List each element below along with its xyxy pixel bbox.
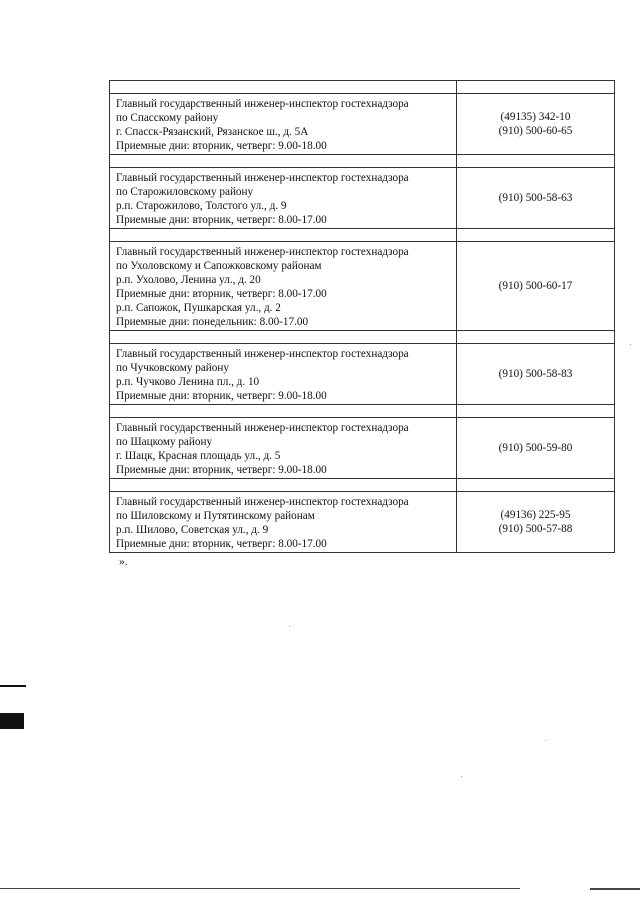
spacer-row — [110, 155, 615, 168]
description-line: Приемные дни: вторник, четверг: 9.00-18.00 — [116, 390, 327, 402]
inspector-phone-cell — [457, 492, 615, 553]
inspector-phone-cell — [457, 418, 615, 479]
closing-quote: ». — [119, 556, 128, 568]
description-line: Приемные дни: понедельник: 8.00-17.00 — [116, 316, 309, 328]
description-line: по Чучковскому району — [116, 362, 229, 374]
spacer-cell — [457, 479, 615, 492]
inspector-row — [110, 94, 615, 155]
spacer-row — [110, 229, 615, 242]
phone-number: (910) 500-59-80 — [498, 442, 573, 454]
scan-speck — [545, 740, 546, 741]
description-line: по Ухоловскому и Сапожковскому районам — [116, 260, 322, 272]
spacer-cell — [110, 405, 457, 418]
description-line: по Спасскому району — [116, 112, 219, 124]
inspector-row — [110, 344, 615, 405]
inspector-description-cell — [110, 94, 457, 155]
description-line: Приемные дни: вторник, четверг: 9.00-18.00 — [116, 464, 327, 476]
inspector-description-cell — [110, 242, 457, 331]
description-line: Главный государственный инженер-инспектор гостехнадзора — [116, 496, 409, 508]
description-line: Приемные дни: вторник, четверг: 8.00-17.00 — [116, 288, 327, 300]
spacer-cell — [110, 155, 457, 168]
description-line: г. Спасск-Рязанский, Рязанское ш., д. 5А — [116, 126, 309, 138]
inspector-phone-cell — [457, 94, 615, 155]
scan-speck — [630, 344, 631, 345]
description-line: Главный государственный инженер-инспектор гостехнадзора — [116, 246, 409, 258]
description-line: по Шацкому району — [116, 436, 213, 448]
description-line: г. Шацк, Красная площадь ул., д. 5 — [116, 450, 281, 462]
inspector-phone-cell — [457, 344, 615, 405]
inspector-description-cell — [110, 492, 457, 553]
inspector-row — [110, 168, 615, 229]
description-line: Главный государственный инженер-инспектор гостехнадзора — [116, 422, 409, 434]
description-line: Приемные дни: вторник, четверг: 8.00-17.00 — [116, 214, 327, 226]
phone-number: (910) 500-60-65 — [498, 125, 573, 137]
phone-number: (910) 500-57-88 — [498, 523, 573, 535]
inspector-description-cell — [110, 168, 457, 229]
spacer-row — [110, 331, 615, 344]
phone-number: (910) 500-58-83 — [498, 368, 573, 380]
scan-mark-dash — [0, 685, 26, 687]
inspector-phone-cell — [457, 242, 615, 331]
spacer-cell — [457, 405, 615, 418]
bottom-edge-line — [0, 888, 520, 889]
phone-number: (49136) 225-95 — [500, 509, 571, 521]
scan-speck — [461, 776, 462, 777]
description-line: Главный государственный инженер-инспектор гостехнадзора — [116, 172, 409, 184]
spacer-cell — [457, 229, 615, 242]
inspectors-table-body — [110, 81, 615, 553]
inspector-description-cell — [110, 344, 457, 405]
phone-number: (910) 500-60-17 — [498, 280, 573, 292]
inspector-description-cell — [110, 418, 457, 479]
inspector-row — [110, 418, 615, 479]
spacer-cell — [457, 331, 615, 344]
spacer-cell — [110, 81, 457, 94]
description-line: р.п. Ухолово, Ленина ул., д. 20 — [116, 274, 261, 286]
bottom-edge-line-right — [590, 888, 640, 890]
description-line: р.п. Шилово, Советская ул., д. 9 — [116, 524, 269, 536]
description-line: по Шиловскому и Путятинскому районам — [116, 510, 315, 522]
phone-number: (49135) 342-10 — [500, 111, 571, 123]
inspector-row — [110, 242, 615, 331]
spacer-cell — [457, 155, 615, 168]
description-line: Приемные дни: вторник, четверг: 8.00-17.00 — [116, 538, 327, 550]
description-line: р.п. Чучково Ленина пл., д. 10 — [116, 376, 260, 388]
spacer-row — [110, 479, 615, 492]
phone-number: (910) 500-58-63 — [498, 192, 573, 204]
spacer-row — [110, 405, 615, 418]
spacer-cell — [457, 81, 615, 94]
scan-mark-block — [0, 713, 24, 729]
scan-speck — [289, 626, 290, 627]
inspector-row — [110, 492, 615, 553]
description-line: Приемные дни: вторник, четверг: 9.00-18.00 — [116, 140, 327, 152]
description-line: р.п. Старожилово, Толстого ул., д. 9 — [116, 200, 287, 212]
spacer-cell — [110, 331, 457, 344]
inspector-phone-cell — [457, 168, 615, 229]
description-line: р.п. Сапожок, Пушкарская ул., д. 2 — [116, 302, 281, 314]
spacer-cell — [110, 229, 457, 242]
description-line: Главный государственный инженер-инспектор гостехнадзора — [116, 98, 409, 110]
description-line: по Старожиловскому району — [116, 186, 254, 198]
spacer-cell — [110, 479, 457, 492]
inspectors-table — [109, 80, 615, 553]
spacer-row — [110, 81, 615, 94]
description-line: Главный государственный инженер-инспектор гостехнадзора — [116, 348, 409, 360]
